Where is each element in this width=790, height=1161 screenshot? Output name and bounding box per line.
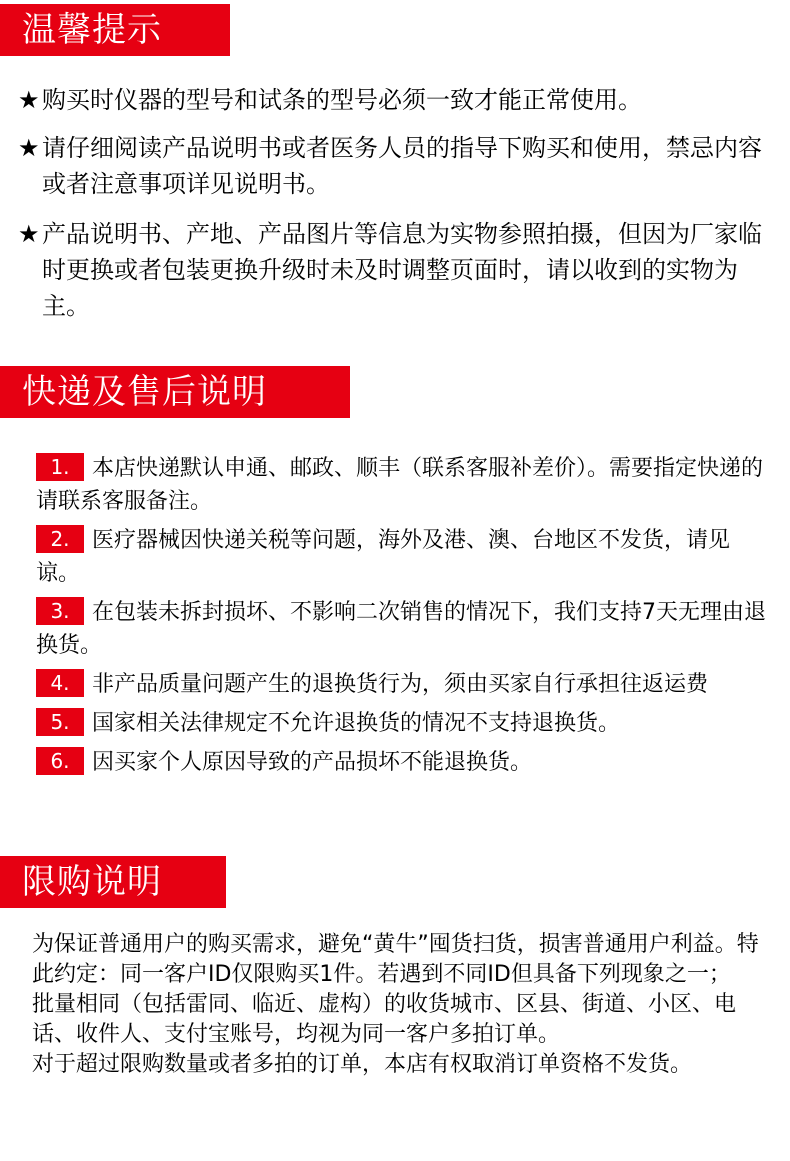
after-sales-item [36,707,766,740]
section-title-express: 快递及售后说明 [0,366,350,418]
notice-item [18,130,778,202]
star-icon: ★ [18,220,40,248]
item-number-badge: 4. [36,669,84,697]
after-sales-item [36,524,766,590]
item-number-badge: 3. [36,597,84,625]
item-text: 因买家个人原因导致的产品损坏不能退换货。 [92,750,533,775]
star-icon: ★ [18,134,40,162]
item-number-badge: 5. [36,708,84,736]
item-text: 非产品质量问题产生的退换货行为，须由买家自行承担往返运费 [92,672,709,697]
item-text: 在包装未拆封损坏、不影响二次销售的情况下，我们支持7天无理由退换货。 [36,600,766,658]
after-sales-item [36,452,766,518]
item-number-badge: 2. [36,525,84,553]
item-number-badge: 6. [36,747,84,775]
notice-text: 购买时仪器的型号和试条的型号必须一致才能正常使用。 [42,86,642,114]
item-number-badge: 1. [36,453,84,481]
after-sales-list [36,452,766,785]
star-icon: ★ [18,86,40,114]
notice-text: 请仔细阅读产品说明书或者医务人员的指导下购买和使用，禁忌内容或者注意事项详见说明书。 [42,134,762,198]
item-text: 本店快递默认申通、邮政、顺丰（联系客服补差价）。需要指定快递的请联系客服备注。 [36,456,764,514]
after-sales-item [36,668,766,701]
notice-list [18,82,778,336]
section-title-limit: 限购说明 [0,856,226,908]
limit-description [32,930,772,1080]
limit-paragraph: 对于超过限购数量或者多拍的订单，本店有权取消订单资格不发货。 [32,1052,693,1077]
section-title-notice: 温馨提示 [0,4,230,56]
limit-paragraph: 批量相同（包括雷同、临近、虚构）的收货城市、区县、街道、小区、电话、收件人、支付宝账号，均视为同一客户多拍订单。 [32,992,737,1047]
limit-paragraph: 为保证普通用户的购买需求，避免“黄牛”囤货扫货，损害普通用户利益。特此约定：同一客户ID仅限购买1件。若遇到不同ID但具备下列现象之一； [32,932,759,987]
notice-text: 产品说明书、产地、产品图片等信息为实物参照拍摄，但因为厂家临时更换或者包装更换升级时未及时调整页面时，请以收到的实物为主。 [42,220,762,320]
item-text: 国家相关法律规定不允许退换货的情况不支持退换货。 [92,711,621,736]
after-sales-item [36,746,766,779]
notice-item [18,216,778,324]
item-text: 医疗器械因快递关税等问题，海外及港、澳、台地区不发货，请见谅。 [36,528,731,586]
notice-item [18,82,778,118]
after-sales-item [36,596,766,662]
